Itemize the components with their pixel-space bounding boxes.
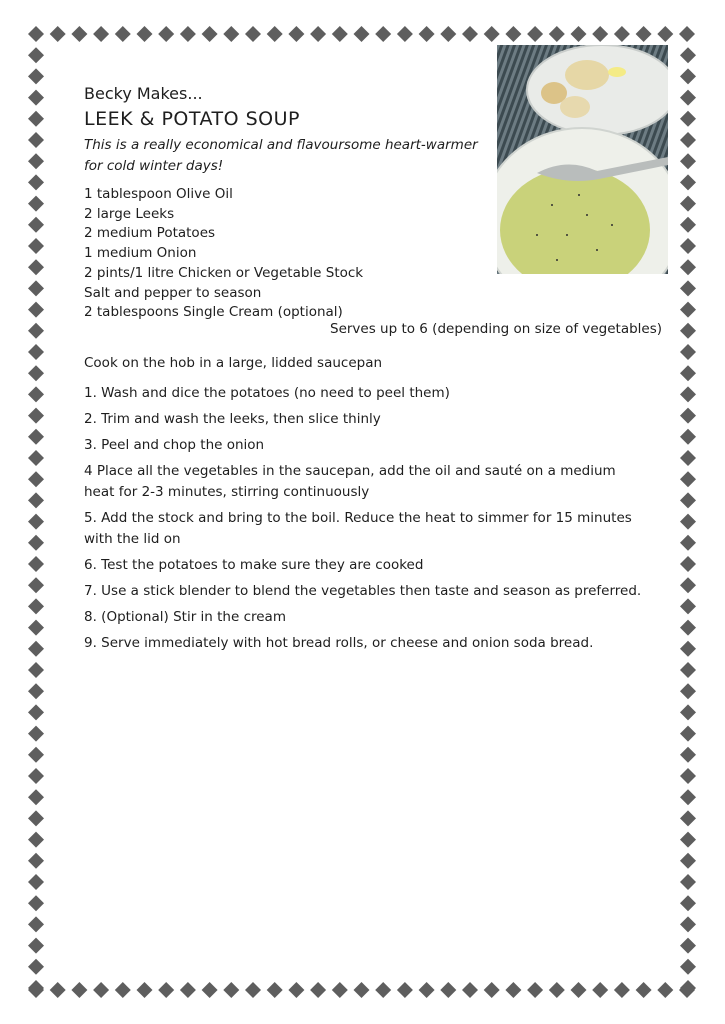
method-step: 5. Add the stock and bring to the boil. Reduce the heat to simmer for 15 minutes with the lid on	[84, 510, 632, 547]
ingredient-item: Salt and pepper to season	[84, 284, 262, 301]
border-diamond	[245, 982, 261, 998]
border-diamond	[28, 26, 44, 42]
border-diamond	[484, 26, 500, 42]
border-diamond	[484, 982, 500, 998]
border-diamond	[28, 196, 44, 212]
border-diamond	[223, 982, 239, 998]
recipe-title: LEEK & POTATO SOUP	[84, 108, 300, 130]
border-diamond	[680, 492, 696, 508]
border-diamond	[202, 982, 218, 998]
border-diamond	[28, 47, 44, 63]
border-diamond	[614, 26, 630, 42]
bread-roll	[560, 96, 590, 118]
border-diamond	[680, 238, 696, 254]
border-diamond	[28, 620, 44, 636]
border-diamond	[28, 789, 44, 805]
method-step: 9. Serve immediately with hot bread rolls, or cheese and onion soda bread.	[84, 635, 594, 651]
border-diamond	[527, 26, 543, 42]
method-step: 8. (Optional) Stir in the cream	[84, 609, 286, 625]
border-diamond	[267, 982, 283, 998]
border-diamond	[28, 408, 44, 424]
border-diamond	[28, 514, 44, 530]
border-diamond	[680, 620, 696, 636]
border-diamond	[419, 982, 435, 998]
border-diamond	[28, 365, 44, 381]
border-diamond	[680, 747, 696, 763]
border-diamond	[679, 26, 695, 42]
border-diamond	[28, 959, 44, 975]
border-diamond	[680, 344, 696, 360]
border-diamond	[28, 429, 44, 445]
border-diamond	[288, 982, 304, 998]
border-diamond	[28, 217, 44, 233]
border-diamond	[28, 174, 44, 190]
method-steps	[84, 383, 644, 659]
ingredient-item: 2 medium Potatoes	[84, 225, 216, 242]
servings-note: Serves up to 6 (depending on size of vegetables)	[330, 321, 663, 337]
border-diamond	[680, 874, 696, 890]
border-diamond	[115, 982, 131, 998]
border-diamond	[440, 26, 456, 42]
border-diamond	[28, 556, 44, 572]
border-diamond	[93, 982, 109, 998]
ingredient-item: 2 tablespoons Single Cream (optional)	[84, 304, 343, 321]
border-diamond	[28, 90, 44, 106]
border-diamond	[636, 982, 652, 998]
border-diamond	[158, 982, 174, 998]
border-diamond	[28, 577, 44, 593]
border-diamond	[28, 938, 44, 954]
border-diamond	[28, 832, 44, 848]
border-diamond	[202, 26, 218, 42]
border-diamond	[28, 280, 44, 296]
border-diamond	[680, 111, 696, 127]
border-diamond	[28, 323, 44, 339]
ingredient-list	[84, 185, 363, 323]
border-diamond	[28, 895, 44, 911]
border-diamond	[680, 577, 696, 593]
border-diamond	[680, 429, 696, 445]
border-diamond	[680, 280, 696, 296]
border-diamond	[28, 598, 44, 614]
border-diamond	[28, 344, 44, 360]
border-diamond	[288, 26, 304, 42]
border-diamond	[28, 132, 44, 148]
border-diamond	[375, 26, 391, 42]
border-diamond	[527, 982, 543, 998]
border-diamond	[28, 853, 44, 869]
border-diamond	[28, 916, 44, 932]
brand-heading: Becky Makes...	[84, 84, 203, 103]
border-diamond	[680, 556, 696, 572]
border-diamond	[680, 598, 696, 614]
border-diamond	[28, 726, 44, 742]
border-diamond	[71, 26, 87, 42]
border-diamond	[375, 982, 391, 998]
border-diamond	[680, 365, 696, 381]
border-diamond	[28, 704, 44, 720]
border-diamond	[680, 408, 696, 424]
border-diamond	[657, 982, 673, 998]
method-step: 1. Wash and dice the potatoes (no need to peel them)	[84, 385, 450, 401]
border-diamond	[245, 26, 261, 42]
border-diamond	[680, 196, 696, 212]
border-diamond	[680, 68, 696, 84]
border-diamond	[354, 26, 370, 42]
border-diamond	[549, 982, 565, 998]
border-diamond	[28, 492, 44, 508]
border-diamond	[680, 683, 696, 699]
border-diamond	[680, 471, 696, 487]
border-diamond	[28, 386, 44, 402]
border-diamond	[680, 514, 696, 530]
border-diamond	[571, 26, 587, 42]
border-diamond	[680, 386, 696, 402]
border-diamond	[680, 832, 696, 848]
ingredient-item: 2 pints/1 litre Chicken or Vegetable Stock	[84, 264, 364, 281]
border-diamond	[137, 982, 153, 998]
border-diamond	[680, 980, 696, 996]
recipe-intro: This is a really economical and flavoursome heart-warmer for cold winter days!	[84, 137, 478, 174]
border-diamond	[28, 238, 44, 254]
border-diamond	[50, 982, 66, 998]
border-diamond	[354, 982, 370, 998]
border-diamond	[505, 982, 521, 998]
border-diamond	[680, 132, 696, 148]
border-diamond	[680, 641, 696, 657]
border-diamond	[332, 26, 348, 42]
border-diamond	[115, 26, 131, 42]
border-diamond	[28, 810, 44, 826]
border-diamond	[680, 259, 696, 275]
border-diamond	[28, 662, 44, 678]
border-diamond	[680, 704, 696, 720]
butter	[608, 67, 626, 77]
border-diamond	[397, 26, 413, 42]
border-diamond	[419, 26, 435, 42]
border-diamond	[50, 26, 66, 42]
ingredient-item: 2 large Leeks	[84, 205, 175, 222]
border-diamond	[28, 111, 44, 127]
border-diamond	[680, 174, 696, 190]
border-diamond	[680, 853, 696, 869]
border-diamond	[180, 982, 196, 998]
method-step: 4 Place all the vegetables in the saucepan, add the oil and sauté on a medium heat for 2-3 minutes, stirring continuously	[84, 463, 616, 500]
border-diamond	[680, 938, 696, 954]
border-diamond	[680, 535, 696, 551]
border-diamond	[592, 26, 608, 42]
border-diamond	[680, 916, 696, 932]
method-intro: Cook on the hob in a large, lidded saucepan	[84, 355, 383, 371]
border-diamond	[680, 90, 696, 106]
border-diamond	[680, 959, 696, 975]
border-diamond	[505, 26, 521, 42]
border-diamond	[28, 747, 44, 763]
border-diamond	[267, 26, 283, 42]
border-diamond	[28, 302, 44, 318]
border-diamond	[440, 982, 456, 998]
border-diamond	[657, 26, 673, 42]
border-diamond	[28, 980, 44, 996]
border-diamond	[680, 810, 696, 826]
border-diamond	[680, 789, 696, 805]
border-diamond	[680, 47, 696, 63]
border-diamond	[28, 153, 44, 169]
border-diamond	[549, 26, 565, 42]
border-diamond	[28, 471, 44, 487]
border-diamond	[28, 641, 44, 657]
border-diamond	[592, 982, 608, 998]
border-diamond	[28, 874, 44, 890]
border-diamond	[636, 26, 652, 42]
border-diamond	[28, 450, 44, 466]
border-diamond	[680, 153, 696, 169]
border-diamond	[680, 450, 696, 466]
border-diamond	[310, 26, 326, 42]
border-diamond	[462, 26, 478, 42]
border-diamond	[571, 982, 587, 998]
ingredient-item: 1 tablespoon Olive Oil	[84, 186, 233, 202]
border-diamond	[680, 217, 696, 233]
method-step: 6. Test the potatoes to make sure they are cooked	[84, 557, 424, 573]
border-diamond	[680, 323, 696, 339]
border-diamond	[158, 26, 174, 42]
border-diamond	[28, 68, 44, 84]
ingredient-item: 1 medium Onion	[84, 245, 197, 262]
method-step: 7. Use a stick blender to blend the vegetables then taste and season as preferred.	[84, 583, 642, 599]
soup-photo	[497, 45, 668, 274]
border-diamond	[680, 768, 696, 784]
border-diamond	[680, 895, 696, 911]
border-diamond	[223, 26, 239, 42]
border-diamond	[680, 302, 696, 318]
method-step: 3. Peel and chop the onion	[84, 437, 265, 453]
border-diamond	[332, 982, 348, 998]
border-diamond	[137, 26, 153, 42]
border-diamond	[28, 259, 44, 275]
border-diamond	[93, 26, 109, 42]
border-diamond	[180, 26, 196, 42]
border-diamond	[28, 768, 44, 784]
method-step: 2. Trim and wash the leeks, then slice thinly	[84, 411, 381, 427]
border-diamond	[71, 982, 87, 998]
border-diamond	[310, 982, 326, 998]
border-diamond	[397, 982, 413, 998]
border-diamond	[462, 982, 478, 998]
border-diamond	[680, 726, 696, 742]
border-diamond	[28, 535, 44, 551]
border-diamond	[614, 982, 630, 998]
bread-roll	[565, 60, 609, 90]
border-diamond	[28, 683, 44, 699]
border-diamond	[680, 662, 696, 678]
